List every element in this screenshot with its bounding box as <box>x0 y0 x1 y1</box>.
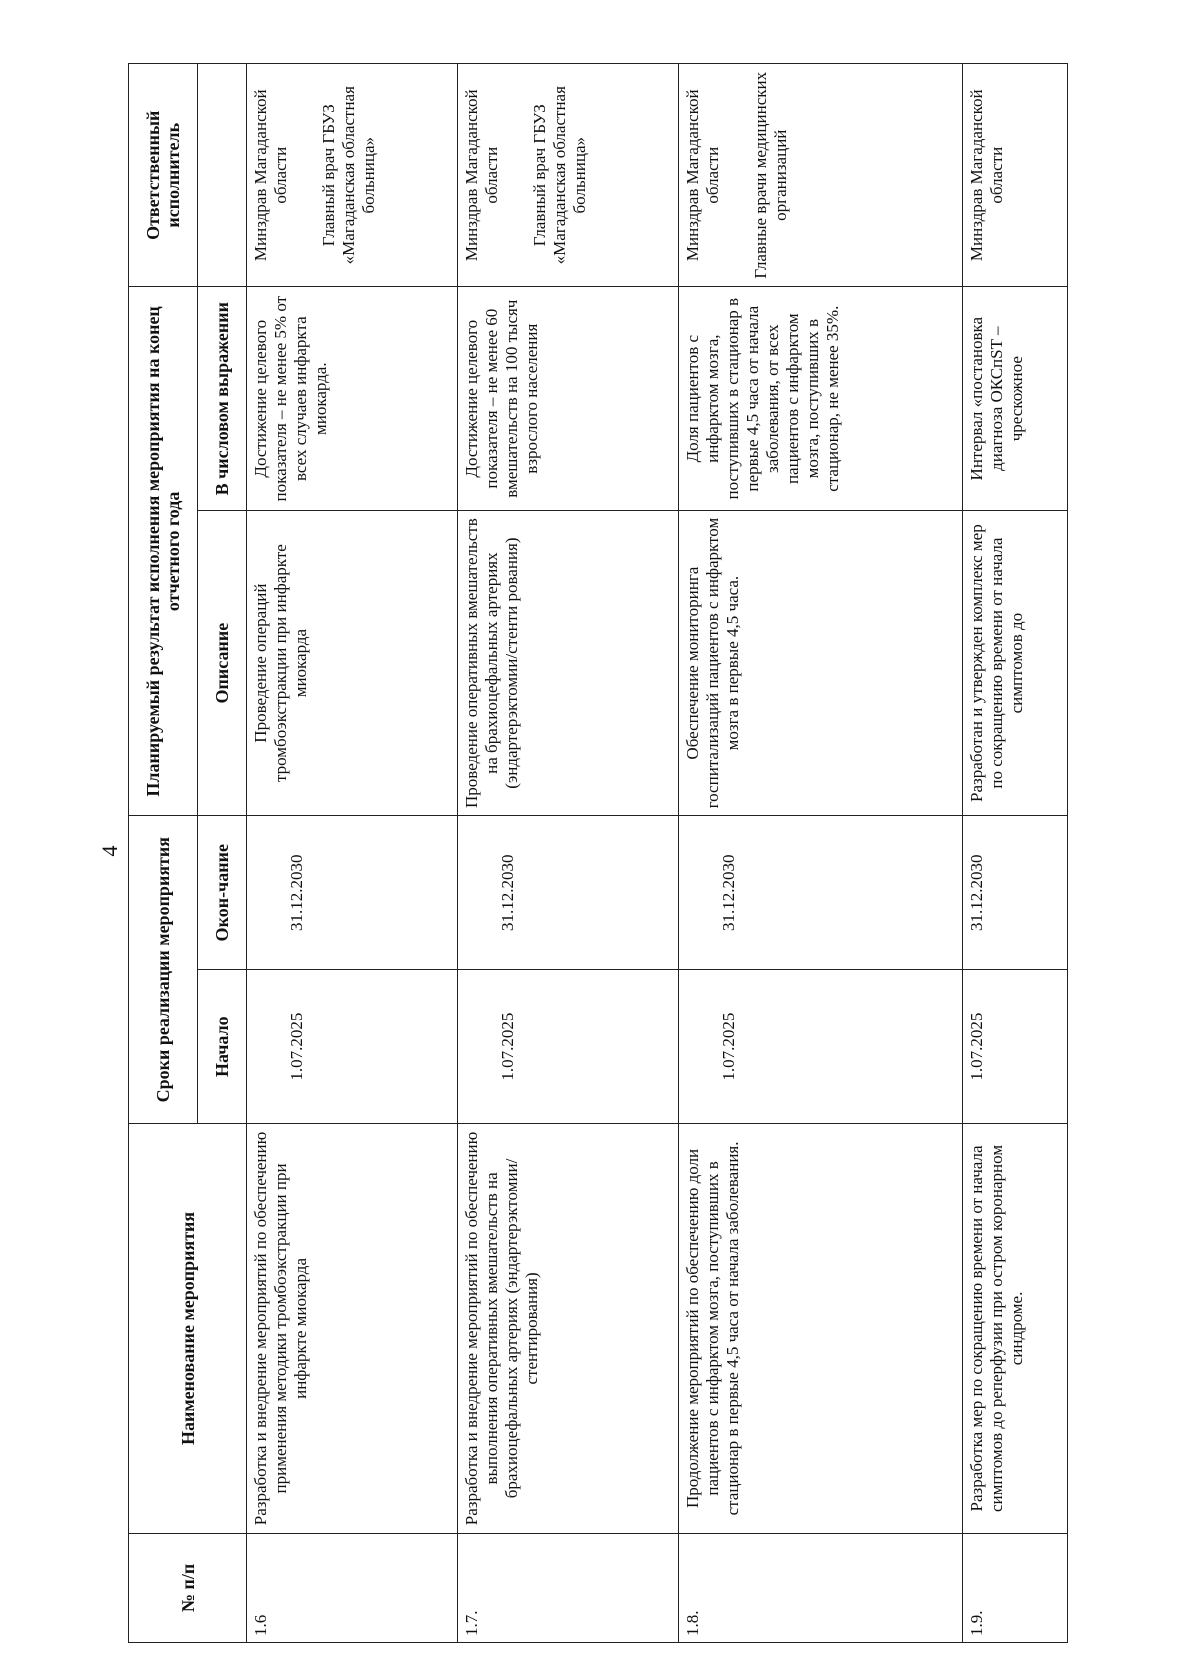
responsible-primary: Минздрав Магаданской области <box>251 89 290 262</box>
table-row <box>457 64 678 1643</box>
table-row <box>962 64 1067 1643</box>
rotated-table-container <box>128 63 1068 1643</box>
row-end: 31.12.2030 <box>962 816 1067 970</box>
header-planned: Планируемый результат исполнения мероприятия на конец отчетного года <box>129 287 198 816</box>
row-numeric: Доля пациентов с инфарктом мозга, поступивших в стационар в первые 4,5 часа от начала заболевания, от всех пациентов с инфарктом мозга, поступивших в стационар, не менее 35%. <box>678 287 962 510</box>
responsible-secondary: Главные врачи медицинских организаций <box>750 71 790 279</box>
row-num: 1.6 <box>247 1533 458 1642</box>
row-num: 1.9. <box>962 1533 1067 1642</box>
header-num: № п/п <box>129 1533 247 1642</box>
header-terms: Сроки реализации мероприятия <box>129 816 198 1124</box>
row-name: Продолжение мероприятий по обеспечению доли пациентов с инфарктом мозга, поступивших в стационар в первые 4,5 часа от начала заболевания. <box>678 1124 962 1534</box>
row-responsible <box>247 64 458 287</box>
row-description: Разработан и утвержден комплекс мер по сокращению времени от начала симптомов до <box>962 510 1067 815</box>
row-responsible <box>962 64 1067 287</box>
table-row <box>678 64 962 1643</box>
header-description: Описание <box>198 510 247 815</box>
row-responsible <box>678 64 962 287</box>
row-name: Разработка мер по сокращению времени от начала симптомов до реперфузии при остром коронарном синдроме. <box>962 1124 1067 1534</box>
row-start: 1.07.2025 <box>962 970 1067 1124</box>
header-start: Начало <box>198 970 247 1124</box>
row-numeric: Достижение целевого показателя – не менее 60 вмешательств на 100 тысяч взрослого населения <box>457 287 678 510</box>
row-responsible <box>457 64 678 287</box>
responsible-primary: Минздрав Магаданской области <box>966 89 1006 262</box>
row-start: 1.07.2025 <box>457 970 678 1124</box>
row-end: 31.12.2030 <box>247 816 458 970</box>
row-num: 1.8. <box>678 1533 962 1642</box>
row-description: Обеспечение мониторинга госпитализаций пациентов с инфарктом мозга в первые 4,5 часа. <box>678 510 962 815</box>
responsible-secondary: Главный врач ГБУЗ «Магаданская областная больница» <box>529 86 589 265</box>
row-start: 1.07.2025 <box>247 970 458 1124</box>
row-name: Разработка и внедрение мероприятий по обеспечению выполнения оперативных вмешательств на брахиоцефальных артериях (эндартерэктомии/стентирования) <box>457 1124 678 1534</box>
header-end: Окон-чание <box>198 816 247 970</box>
row-numeric: Интервал «постановка диагноза ОКСпST – чрескожное <box>962 287 1067 510</box>
table-row <box>247 64 458 1643</box>
row-end: 31.12.2030 <box>678 816 962 970</box>
responsible-primary: Минздрав Магаданской области <box>682 89 722 262</box>
row-description: Проведение операций тромбоэкстракции при инфаркте миокарда <box>247 510 458 815</box>
row-num: 1.7. <box>457 1533 678 1642</box>
row-end: 31.12.2030 <box>457 816 678 970</box>
row-description: Проведение оперативных вмешательств на брахиоцефальных артериях (эндартерэктомии/стенти рования) <box>457 510 678 815</box>
responsible-primary: Минздрав Магаданской области <box>461 89 501 262</box>
header-responsible-empty <box>198 64 247 287</box>
header-responsible: Ответственный исполнитель <box>129 64 198 287</box>
header-name: Наименование мероприятия <box>129 1124 247 1534</box>
page-number: 4 <box>97 845 122 857</box>
header-numeric: В числовом выражении <box>198 287 247 510</box>
row-start: 1.07.2025 <box>678 970 962 1124</box>
responsible-secondary: Главный врач ГБУЗ «Магаданская областная больница» <box>319 86 378 265</box>
row-numeric: Достижение целевого показателя – не менее 5% от всех случаев инфаркта миокарда. <box>247 287 458 510</box>
activities-table <box>128 63 1068 1643</box>
row-name: Разработка и внедрение мероприятий по обеспечению применения методики тромбоэкстракции при инфаркте миокарда <box>247 1124 458 1534</box>
